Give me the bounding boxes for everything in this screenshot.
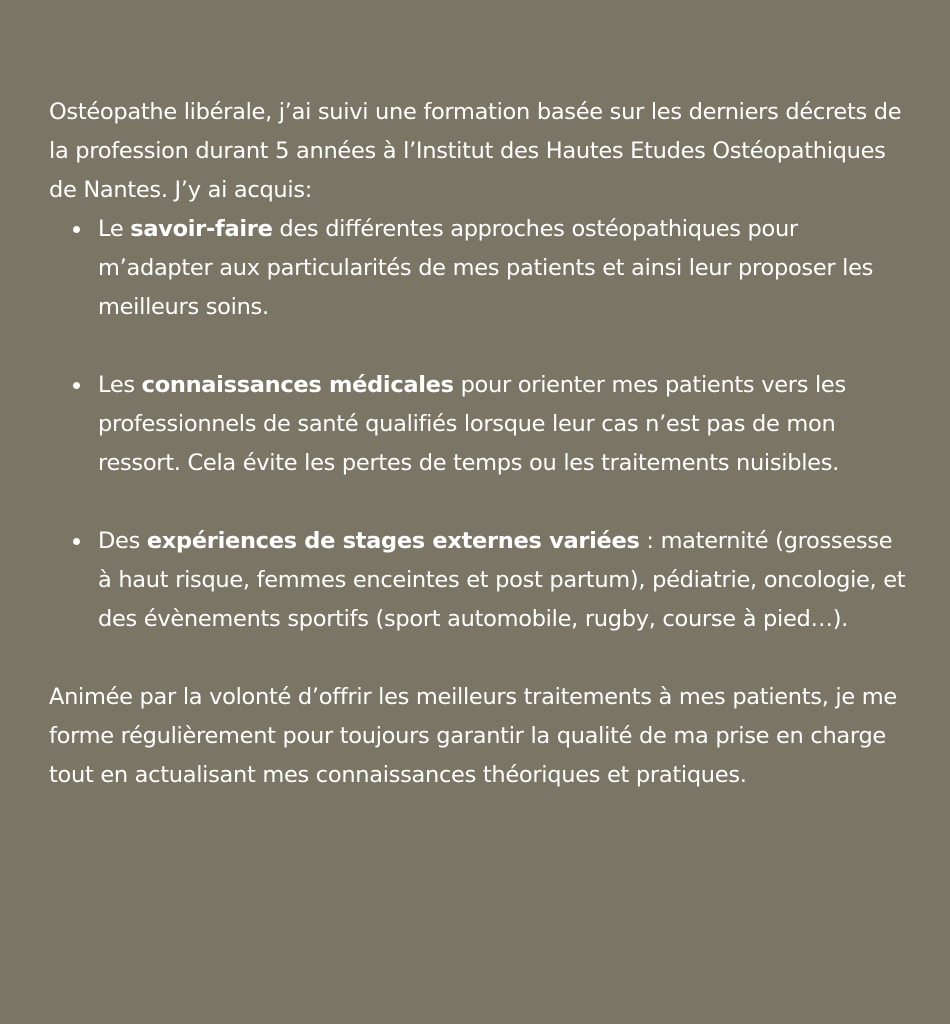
bullet-icon <box>73 538 80 545</box>
list-item-text: : maternité (grossesse à haut risque, femmes enceintes et post partum), pédiatrie, oncologie, et des évènements sportifs (sport automobile, rugby, course à pied…). <box>98 528 906 632</box>
bullet-icon <box>73 382 80 389</box>
list-item <box>49 210 910 327</box>
list-item-highlight: savoir-faire <box>130 216 273 242</box>
list-item-highlight: connaissances médicales <box>141 372 454 398</box>
list-item-prefix: Les <box>98 372 142 398</box>
intro-paragraph: Ostéopathe libérale, j’ai suivi une formation basée sur les derniers décrets de la profession durant 5 années à l’Institut des Hautes Etudes Ostéopathiques de Nantes. J’y ai acquis: <box>49 99 902 203</box>
list-item-text: des différentes approches ostéopathiques pour m’adapter aux particularités de mes patients et ainsi leur proposer les meilleurs soins. <box>98 216 874 320</box>
list-item-highlight: expériences de stages externes variées <box>146 528 640 554</box>
bullet-icon <box>73 226 80 233</box>
list-item <box>49 366 910 483</box>
list-item-prefix: Des <box>98 528 147 554</box>
list-item-prefix: Le <box>98 216 131 242</box>
skills-list <box>49 210 910 639</box>
list-item-text: pour orienter mes patients vers les professionnels de santé qualifiés lorsque leur cas n’est pas de mon ressort. Cela évite les pertes de temps ou les traitements nuisibles. <box>98 372 846 476</box>
list-item <box>49 522 910 639</box>
closing-paragraph: Animée par la volonté d’offrir les meilleurs traitements à mes patients, je me forme régulièrement pour toujours garantir la qualité de ma prise en charge tout en actualisant mes connaissances théoriques et pratiques. <box>49 684 897 788</box>
